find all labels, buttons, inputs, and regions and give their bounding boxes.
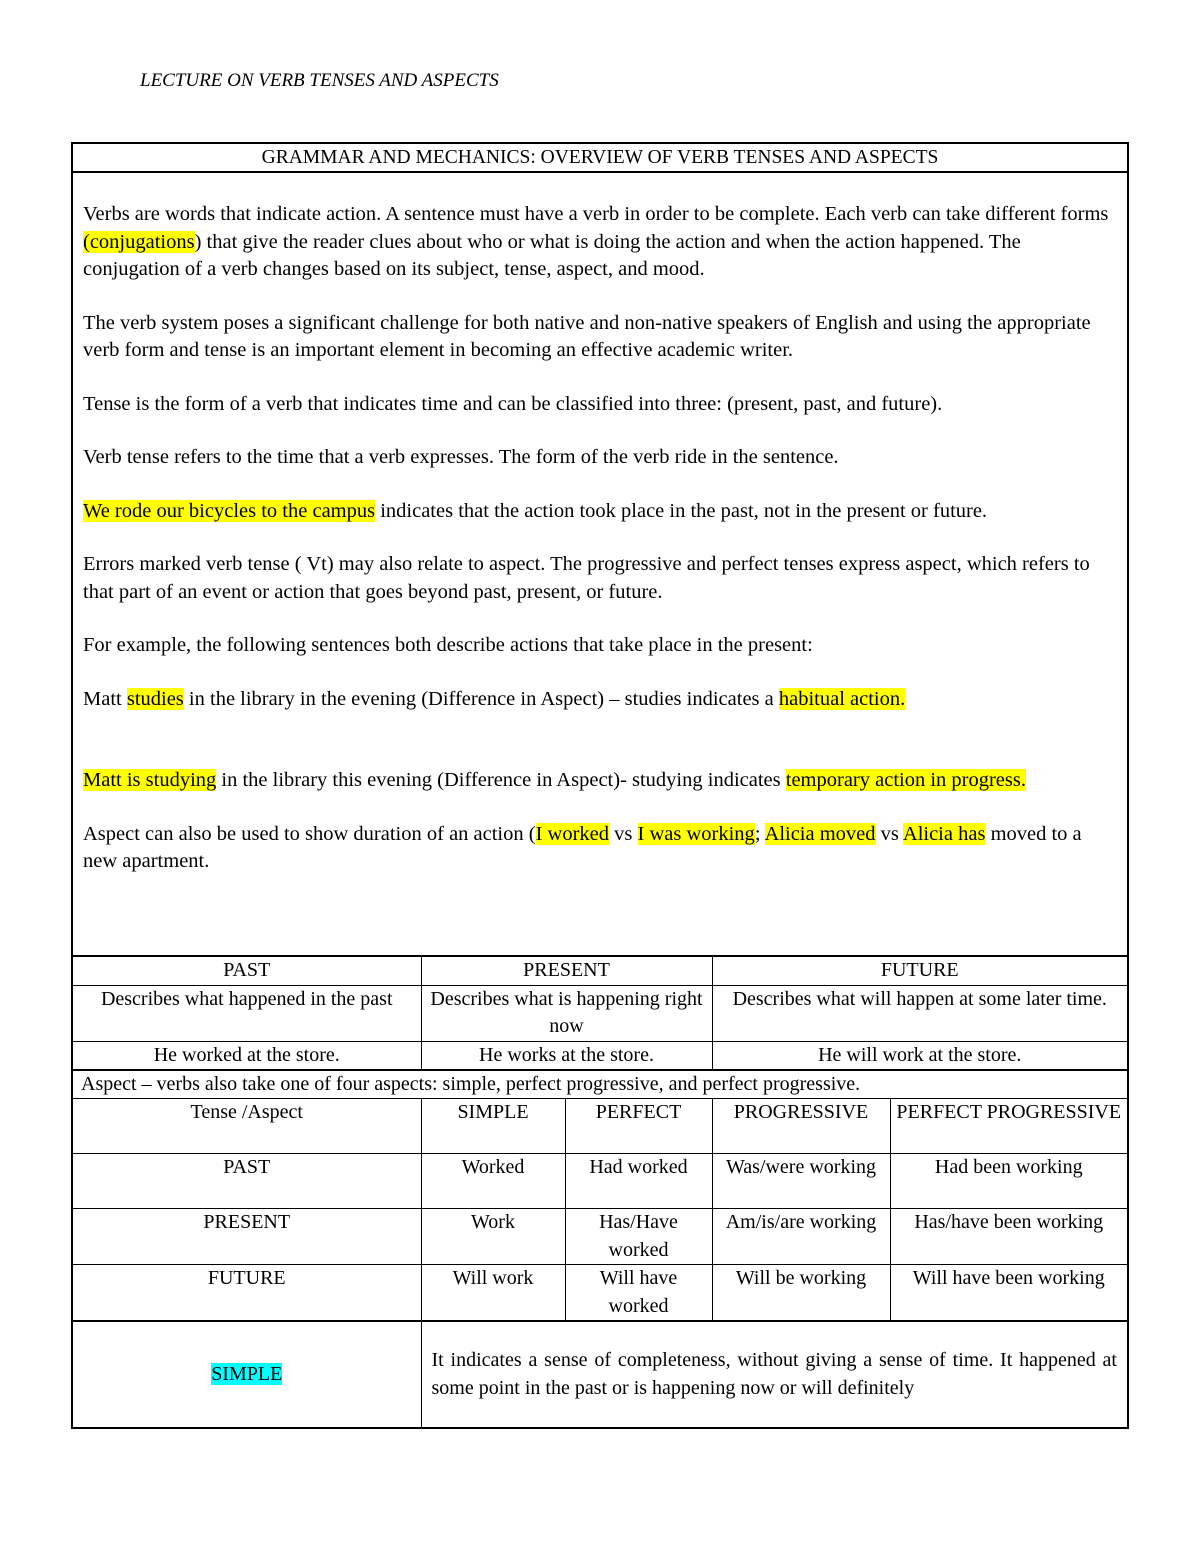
tense-example-future: He will work at the store. (712, 1041, 1127, 1070)
tense-example-row (73, 1041, 1127, 1070)
definition-table (73, 1321, 1127, 1427)
table-cell: PRESENT (73, 1209, 421, 1265)
paragraph-tense: Tense is the form of a verb that indicates time and can be classified into three: (present, past, and future). (83, 392, 943, 415)
intro-body (73, 173, 1127, 957)
highlight-alicia-has: Alicia has (902, 822, 986, 845)
highlight-i-worked: I worked (535, 822, 610, 845)
paragraph-for-example: For example, the following sentences both describe actions that take place in the present: (83, 634, 813, 656)
highlight-matt-is-studying: Matt is studying (83, 769, 217, 791)
table-cell: Has/have been working (890, 1209, 1127, 1265)
tense-description-past: Describes what happened in the past (73, 985, 421, 1041)
paragraph-matt-studying: Matt is studying in the library this evening (Difference in Aspect)- studying indicates temporary action in progress. (83, 769, 1026, 791)
tense-header-past: PAST (73, 957, 421, 985)
tense-header-future: FUTURE (712, 957, 1127, 985)
table-cell: Will have been working (890, 1265, 1127, 1321)
aspect-row-present (73, 1209, 1127, 1265)
table-cell: Had worked (565, 1154, 712, 1209)
paragraph-matt-studies: Matt studies in the library in the evening (Difference in Aspect) – studies indicates a habitual action. (83, 687, 906, 710)
tense-table (73, 957, 1127, 1070)
aspect-header-simple: SIMPLE (421, 1099, 565, 1154)
table-cell: Was/were working (712, 1154, 890, 1209)
table-cell: Will be working (712, 1265, 890, 1321)
table-cell: Worked (421, 1154, 565, 1209)
table-cell: Work (421, 1209, 565, 1265)
table-cell: Had been working (890, 1154, 1127, 1209)
aspect-header-perfect: PERFECT (565, 1099, 712, 1154)
aspect-row-future (73, 1265, 1127, 1321)
tense-header-row (73, 957, 1127, 985)
highlight-habitual: habitual action. (778, 687, 906, 710)
highlight-studies: studies (126, 687, 184, 710)
highlight-example: We rode our bicycles to the campus (83, 499, 376, 522)
table-cell: PAST (73, 1154, 421, 1209)
content-frame (71, 142, 1129, 1429)
tense-example-past: He worked at the store. (73, 1041, 421, 1070)
table-cell: Will have worked (565, 1265, 712, 1321)
page-title: LECTURE ON VERB TENSES AND ASPECTS (140, 70, 499, 91)
definition-term-cell (73, 1322, 421, 1428)
aspect-header-row (73, 1099, 1127, 1154)
aspect-row-past (73, 1154, 1127, 1209)
section-heading: GRAMMAR AND MECHANICS: OVERVIEW OF VERB TENSES AND ASPECTS (73, 144, 1127, 173)
tense-example-present: He works at the store. (421, 1041, 712, 1070)
paragraph-verb-system: The verb system poses a significant challenge for both native and non-native speakers of English and using the appropriate verb form and tense is an important element in becoming an effective academic writer. (83, 311, 1091, 361)
highlight-alicia-moved: Alicia moved (764, 822, 876, 845)
paragraph-example-rode: We rode our bicycles to the campus indicates that the action took place in the past, not in the present or future. (83, 499, 988, 522)
aspect-header-tense: Tense /Aspect (73, 1099, 421, 1154)
paragraph-verb-tense: Verb tense refers to the time that a verb expresses. The form of the verb ride in the sentence. (83, 446, 839, 468)
paragraph-errors: Errors marked verb tense ( Vt) may also relate to aspect. The progressive and perfect tenses express aspect, which refers to that part of an event or action that goes beyond past, present, or future. (83, 553, 1090, 603)
aspect-intro: Aspect – verbs also take one of four aspects: simple, perfect progressive, and perfect progressive. (73, 1070, 1127, 1099)
table-cell: Am/is/are working (712, 1209, 890, 1265)
definition-text: It indicates a sense of completeness, without giving a sense of time. It happened at some point in the past or is happening now or will definitely (421, 1322, 1127, 1428)
tense-description-present: Describes what is happening right now (421, 985, 712, 1041)
definition-term: SIMPLE (211, 1362, 283, 1385)
aspect-header-progressive: PROGRESSIVE (712, 1099, 890, 1154)
tense-header-present: PRESENT (421, 957, 712, 985)
highlight-temporary: temporary action in progress. (785, 769, 1026, 791)
highlight-conjugations: (conjugations (83, 230, 195, 253)
highlight-i-was-working: I was working (637, 822, 755, 845)
table-cell: Will work (421, 1265, 565, 1321)
paragraph-verbs: Verbs are words that indicate action. A sentence must have a verb in order to be complete. Each verb can take different forms (conjugations) that give the reader clues about who or what is doing the action and when the action happened. The conjugation of a verb changes based on its subject, tense, aspect, and mood. (83, 203, 1109, 280)
aspect-table (73, 1099, 1127, 1321)
table-cell: Has/Have worked (565, 1209, 712, 1265)
paragraph-duration: Aspect can also be used to show duration of an action (I worked vs I was working; Alicia moved vs Alicia has moved to a new apartment. (83, 822, 1082, 872)
tense-description-future: Describes what will happen at some later time. (712, 985, 1127, 1041)
table-cell: FUTURE (73, 1265, 421, 1321)
tense-description-row (73, 985, 1127, 1041)
aspect-header-perfect-progressive: PERFECT PROGRESSIVE (890, 1099, 1127, 1154)
definition-row (73, 1322, 1127, 1428)
